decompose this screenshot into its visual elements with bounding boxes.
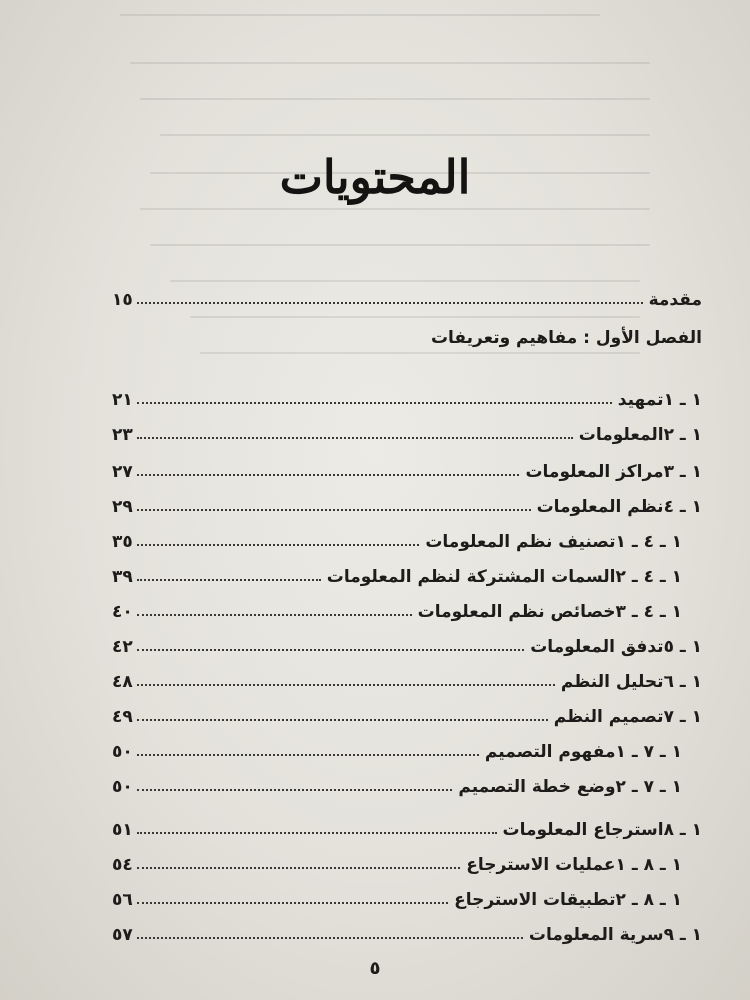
toc-page-number: ٢٧ [112, 462, 133, 482]
chapter-heading: الفصل الأول : مفاهيم وتعريفات [430, 328, 702, 348]
toc-label: تدفق المعلومات [530, 637, 664, 657]
section-number: ١ ـ ٤ ـ ١ [615, 532, 682, 552]
toc-page-number: ٥٦ [112, 890, 133, 910]
page-title: المحتويات [279, 150, 471, 204]
section-number: ١ ـ ٢ [663, 425, 702, 445]
toc-page-number: ١٥ [112, 290, 133, 310]
toc-label: تصميم النظم [553, 707, 664, 727]
section-number: ١ ـ ٩ [663, 925, 702, 945]
toc-row [112, 845, 682, 875]
toc-page-number: ٣٩ [112, 567, 133, 587]
leader-dots [137, 684, 555, 686]
toc-label: مفهوم التصميم [484, 742, 616, 762]
section-number: ١ ـ ٥ [663, 637, 702, 657]
toc-page-number: ٣٥ [112, 532, 133, 552]
toc-page-number: ٥٠ [112, 742, 133, 762]
toc-label: نظم المعلومات [536, 497, 664, 517]
leader-dots [137, 902, 448, 904]
toc-row [112, 380, 702, 410]
page-number: ٥ [369, 958, 381, 979]
section-number: ١ ـ ٤ ـ ٣ [615, 602, 682, 622]
section-number: ١ ـ ١ [663, 390, 702, 410]
leader-dots [137, 544, 420, 546]
toc-page-number: ٢٩ [112, 497, 133, 517]
toc-page-number: ٢١ [112, 390, 133, 410]
toc-label: تحليل النظم [560, 672, 664, 692]
section-number: ١ ـ ٣ [663, 462, 702, 482]
toc-label: تصنيف نظم المعلومات [425, 532, 616, 552]
leader-dots [137, 867, 461, 869]
toc-row [112, 880, 682, 910]
section-number: ١ ـ ٨ ـ ٢ [615, 890, 682, 910]
toc-row [112, 915, 702, 945]
toc-row [112, 452, 702, 482]
leader-dots [137, 832, 497, 834]
toc-row [112, 592, 682, 622]
toc-page-number: ٤٢ [112, 637, 133, 657]
toc-page-number: ٤٠ [112, 602, 133, 622]
toc-page-number: ٥٠ [112, 777, 133, 797]
toc-label: مراكز المعلومات [525, 462, 664, 482]
section-number: ١ ـ ٤ [663, 497, 702, 517]
toc-row [112, 487, 702, 517]
toc-page-number: ٤٩ [112, 707, 133, 727]
leader-dots [137, 437, 573, 439]
toc-row [112, 627, 702, 657]
leader-dots [137, 402, 612, 404]
section-number: ١ ـ ٤ ـ ٢ [615, 567, 682, 587]
leader-dots [137, 649, 524, 651]
toc-row [112, 662, 702, 692]
section-number: ١ ـ ٧ [663, 707, 702, 727]
toc-label: السمات المشتركة لنظم المعلومات [326, 567, 616, 587]
toc-label: المعلومات [578, 425, 664, 445]
leader-dots [137, 937, 523, 939]
leader-dots [137, 579, 321, 581]
toc-row [112, 522, 682, 552]
toc-page-number: ٥٧ [112, 925, 133, 945]
toc-row [112, 557, 682, 587]
section-number: ١ ـ ٧ ـ ٢ [615, 777, 682, 797]
toc-row [112, 732, 682, 762]
toc-label: عمليات الاسترجاع [466, 855, 616, 875]
toc-row [112, 415, 702, 445]
leader-dots [137, 302, 643, 304]
toc-label: تمهيد [617, 390, 664, 410]
section-number: ١ ـ ٨ ـ ١ [615, 855, 682, 875]
toc-label: استرجاع المعلومات [502, 820, 664, 840]
section-number: ١ ـ ٨ [663, 820, 702, 840]
leader-dots [137, 509, 531, 511]
toc-row [112, 697, 702, 727]
leader-dots [137, 754, 479, 756]
section-number: ١ ـ ٦ [663, 672, 702, 692]
toc-label: تطبيقات الاسترجاع [454, 890, 616, 910]
leader-dots [137, 474, 520, 476]
toc-label: خصائص نظم المعلومات [417, 602, 616, 622]
toc-page-number: ٤٨ [112, 672, 133, 692]
toc-label: وضع خطة التصميم [458, 777, 616, 797]
toc-row [112, 767, 682, 797]
toc-page-number: ٢٣ [112, 425, 133, 445]
leader-dots [137, 719, 548, 721]
section-number: ١ ـ ٧ ـ ١ [615, 742, 682, 762]
toc-label: سرية المعلومات [528, 925, 664, 945]
leader-dots [137, 789, 453, 791]
toc-row [112, 810, 702, 840]
toc-page-number: ٥١ [112, 820, 133, 840]
toc-label: مقدمة [648, 290, 702, 310]
toc-page-number: ٥٤ [112, 855, 133, 875]
leader-dots [137, 614, 412, 616]
toc-row-intro [112, 280, 702, 310]
